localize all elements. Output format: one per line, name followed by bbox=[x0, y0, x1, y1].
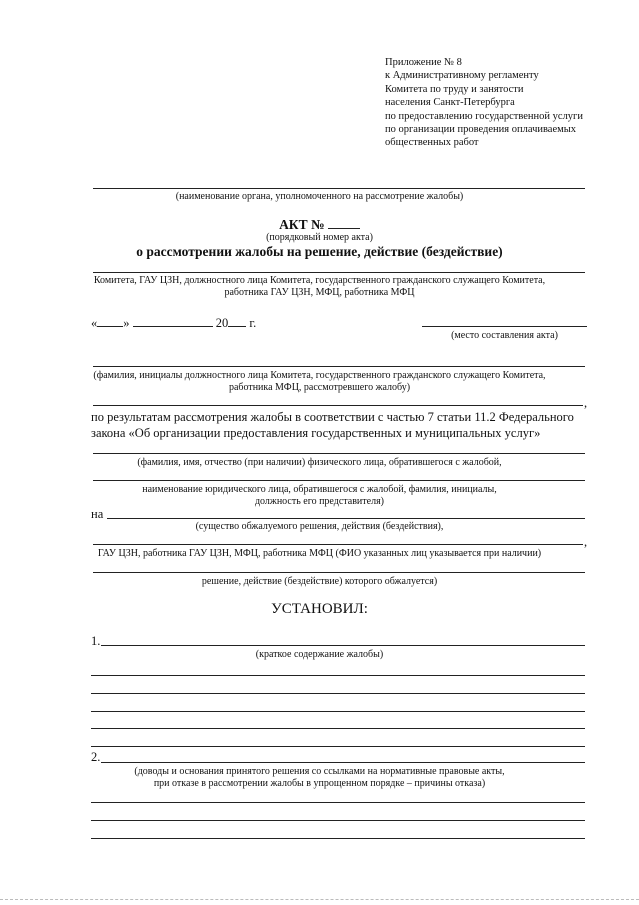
item2-caption-2: при отказе в рассмотрении жалобы в упрощенном порядке – причины отказа) bbox=[153, 778, 486, 789]
subject-field-line[interactable] bbox=[93, 272, 585, 273]
place-field-line[interactable] bbox=[422, 326, 587, 327]
decision-field-line-2[interactable] bbox=[93, 544, 583, 545]
appendix-line: к Административному регламенту bbox=[385, 70, 539, 82]
decision-caption-2: ГАУ ЦЗН, работника ГАУ ЦЗН, МФЦ, работника МФЦ (ФИО указанных лиц указывается при наличии) bbox=[97, 548, 542, 559]
official-caption-2: работника МФЦ, рассмотревшего жалобу) bbox=[228, 382, 411, 393]
item2-number: 2. bbox=[91, 750, 101, 764]
item1-caption: (краткое содержание жалобы) bbox=[255, 649, 384, 660]
date-open-quote: « bbox=[91, 316, 98, 330]
date-month-field[interactable] bbox=[133, 314, 213, 327]
act-title bbox=[0, 216, 639, 233]
appendix-line: по организации проведения оплачиваемых bbox=[385, 124, 577, 136]
act-number-field[interactable] bbox=[328, 216, 360, 229]
applicant-caption-2: наименование юридического лица, обратившегося с жалобой, фамилия, инициалы, bbox=[142, 484, 497, 495]
item2-field-line[interactable] bbox=[101, 762, 585, 763]
date-year-field[interactable] bbox=[228, 314, 246, 327]
place-caption: (место составления акта) bbox=[451, 330, 558, 341]
applicant-field-line[interactable] bbox=[93, 453, 585, 454]
established-heading: УСТАНОВИЛ: bbox=[271, 601, 368, 617]
subject-caption-2: работника ГАУ ЦЗН, МФЦ, работника МФЦ bbox=[224, 287, 415, 298]
decision-field-line[interactable] bbox=[107, 518, 585, 519]
organ-field-line[interactable] bbox=[93, 188, 585, 189]
item2-caption-1: (доводы и основания принятого решения со ссылками на нормативные правовые акты, bbox=[134, 766, 505, 777]
decision-field-line-3[interactable] bbox=[93, 572, 585, 573]
official-field-line[interactable] bbox=[93, 366, 585, 367]
appendix-line: по предоставлению государственной услуги bbox=[385, 110, 583, 122]
act-subtitle: о рассмотрении жалобы на решение, действие (бездействие) bbox=[136, 244, 503, 259]
item1-field-line[interactable] bbox=[101, 645, 585, 646]
applicant-caption-1: (фамилия, имя, отчество (при наличии) физического лица, обратившегося с жалобой, bbox=[137, 457, 502, 468]
appendix-line: общественных работ bbox=[385, 137, 479, 149]
official-comma: , bbox=[584, 396, 588, 410]
item1-line[interactable] bbox=[91, 746, 585, 747]
item1-line[interactable] bbox=[91, 711, 585, 712]
law-text-2: закона «Об организации предоставления государственных и муниципальных услуг» bbox=[91, 426, 541, 440]
on-prefix: на bbox=[91, 507, 104, 521]
act-title-text: АКТ № bbox=[279, 217, 325, 232]
item2-line[interactable] bbox=[91, 802, 585, 803]
official-field-line-2[interactable] bbox=[93, 405, 583, 406]
item1-line[interactable] bbox=[91, 693, 585, 694]
item2-line[interactable] bbox=[91, 838, 585, 839]
applicant-field-line-2[interactable] bbox=[93, 480, 585, 481]
item1-line[interactable] bbox=[91, 675, 585, 676]
appendix-line: населения Санкт-Петербурга bbox=[385, 97, 515, 109]
item2-line[interactable] bbox=[91, 820, 585, 821]
organ-caption: (наименование органа, уполномоченного на рассмотрение жалобы) bbox=[175, 191, 464, 202]
item1-number: 1. bbox=[91, 634, 101, 648]
date-day-field[interactable] bbox=[97, 314, 123, 327]
applicant-caption-3: должность его представителя) bbox=[254, 496, 385, 507]
decision-comma: , bbox=[584, 535, 588, 549]
law-text-1: по результатам рассмотрения жалобы в соответствии с частью 7 статьи 11.2 Федерального bbox=[91, 410, 574, 424]
official-caption-1: (фамилия, инициалы должностного лица Комитета, государственного гражданского служащего Комитета, bbox=[93, 370, 546, 381]
page-edge-divider bbox=[0, 899, 639, 900]
decision-caption: (существо обжалуемого решения, действия (бездействия), bbox=[195, 521, 444, 532]
decision-caption-3: решение, действие (бездействие) которого обжалуется) bbox=[201, 576, 438, 587]
date-row bbox=[91, 314, 256, 331]
appendix-line: Комитета по труду и занятости bbox=[385, 83, 524, 95]
appendix-line: Приложение № 8 bbox=[385, 57, 462, 68]
subject-caption-1: Комитета, ГАУ ЦЗН, должностного лица Комитета, государственного гражданского служащего Комитета, bbox=[93, 275, 546, 286]
date-close-quote: » bbox=[123, 316, 130, 330]
date-year-suffix: г. bbox=[249, 316, 257, 330]
act-number-caption: (порядковый номер акта) bbox=[266, 232, 373, 243]
date-year-prefix: 20 bbox=[215, 316, 229, 330]
item1-line[interactable] bbox=[91, 728, 585, 729]
appendix-block bbox=[385, 56, 625, 150]
